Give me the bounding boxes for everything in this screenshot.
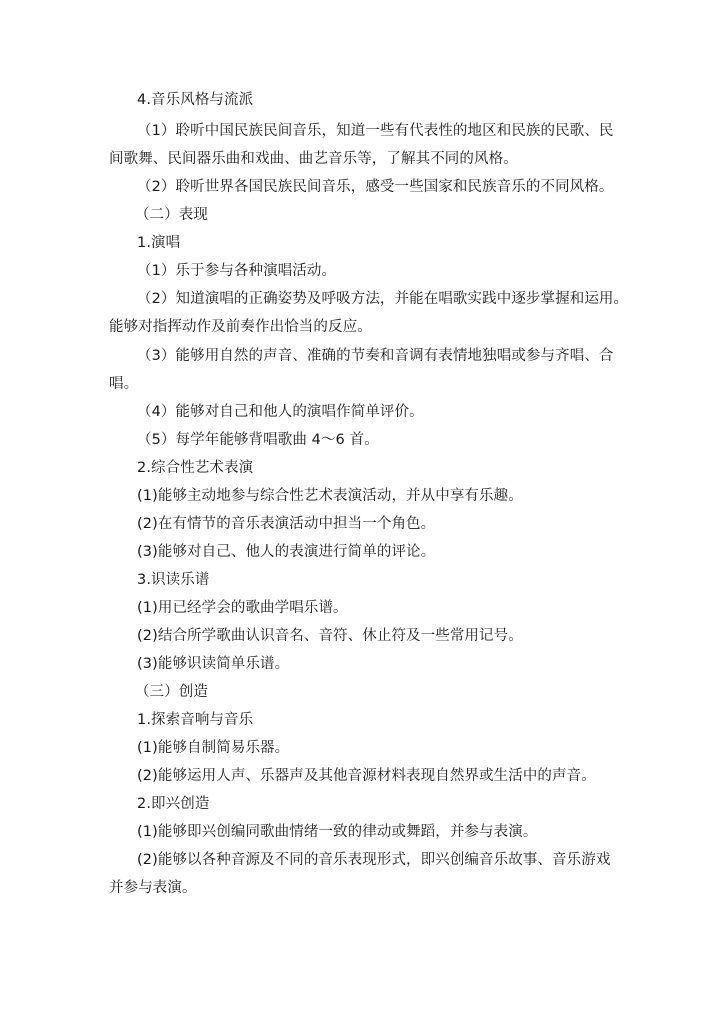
paragraph-line: （2）聆听世界各国民族民间音乐，感受一些国家和民族音乐的不同风格。	[137, 179, 614, 195]
paragraph-line: （3）能够用自然的声音、准确的节奏和音调有表情地独唱或参与齐唱、合	[137, 348, 614, 364]
paragraph-line: (2)结合所学歌曲认识音名、音符、休止符及一些常用记号。	[137, 628, 523, 644]
section-heading-music-style: 4.音乐风格与流派	[137, 92, 254, 108]
paragraph-line: (3)能够对自己、他人的表演进行简单的评论。	[137, 544, 436, 560]
paragraph-line: （4）能够对自己和他人的演唱作简单评价。	[137, 404, 424, 420]
paragraph-line: (2)能够以各种音源及不同的音乐表现形式，即兴创编音乐故事、音乐游戏	[137, 852, 611, 868]
paragraph-line: (1)用已经学会的歌曲学唱乐谱。	[137, 600, 348, 616]
section-heading-creation: （三）创造	[135, 684, 208, 700]
paragraph-line: （1）聆听中国民族民间音乐，知道一些有代表性的地区和民族的民歌、民	[137, 123, 614, 139]
subsection-heading-explore-sound: 1.探索音响与音乐	[137, 712, 254, 728]
paragraph-line: (2)能够运用人声、乐器声及其他音源材料表现自然界或生活中的声音。	[137, 768, 596, 784]
subsection-heading-singing: 1.演唱	[137, 235, 181, 251]
paragraph-line: (3)能够识读简单乐谱。	[137, 656, 290, 672]
paragraph-line: (1)能够即兴创编同歌曲情绪一致的律动或舞蹈，并参与表演。	[137, 824, 538, 840]
subsection-heading-performance-art: 2.综合性艺术表演	[137, 460, 254, 476]
paragraph-line: （5）每学年能够背唱歌曲 4～6 首。	[137, 432, 379, 448]
paragraph-line: （1）乐于参与各种演唱活动。	[137, 263, 337, 279]
subsection-heading-improvisation: 2.即兴创造	[137, 796, 210, 812]
paragraph-line: 唱。	[109, 376, 139, 392]
paragraph-line: 间歌舞、民间器乐曲和戏曲、曲艺音乐等，了解其不同的风格。	[109, 151, 518, 167]
paragraph-line: （2）知道演唱的正确姿势及呼吸方法，并能在唱歌实践中逐步掌握和运用。	[137, 291, 629, 307]
section-heading-performance: （二）表现	[135, 207, 208, 223]
subsection-heading-score-reading: 3.识读乐谱	[137, 572, 210, 588]
paragraph-line: (1)能够自制简易乐器。	[137, 740, 290, 756]
paragraph-line: (2)在有情节的音乐表演活动中担当一个角色。	[137, 516, 436, 532]
paragraph-line: 并参与表演。	[109, 880, 197, 896]
paragraph-line: (1)能够主动地参与综合性艺术表演活动，并从中享有乐趣。	[137, 488, 523, 504]
paragraph-line: 能够对指挥动作及前奏作出恰当的反应。	[109, 319, 372, 335]
